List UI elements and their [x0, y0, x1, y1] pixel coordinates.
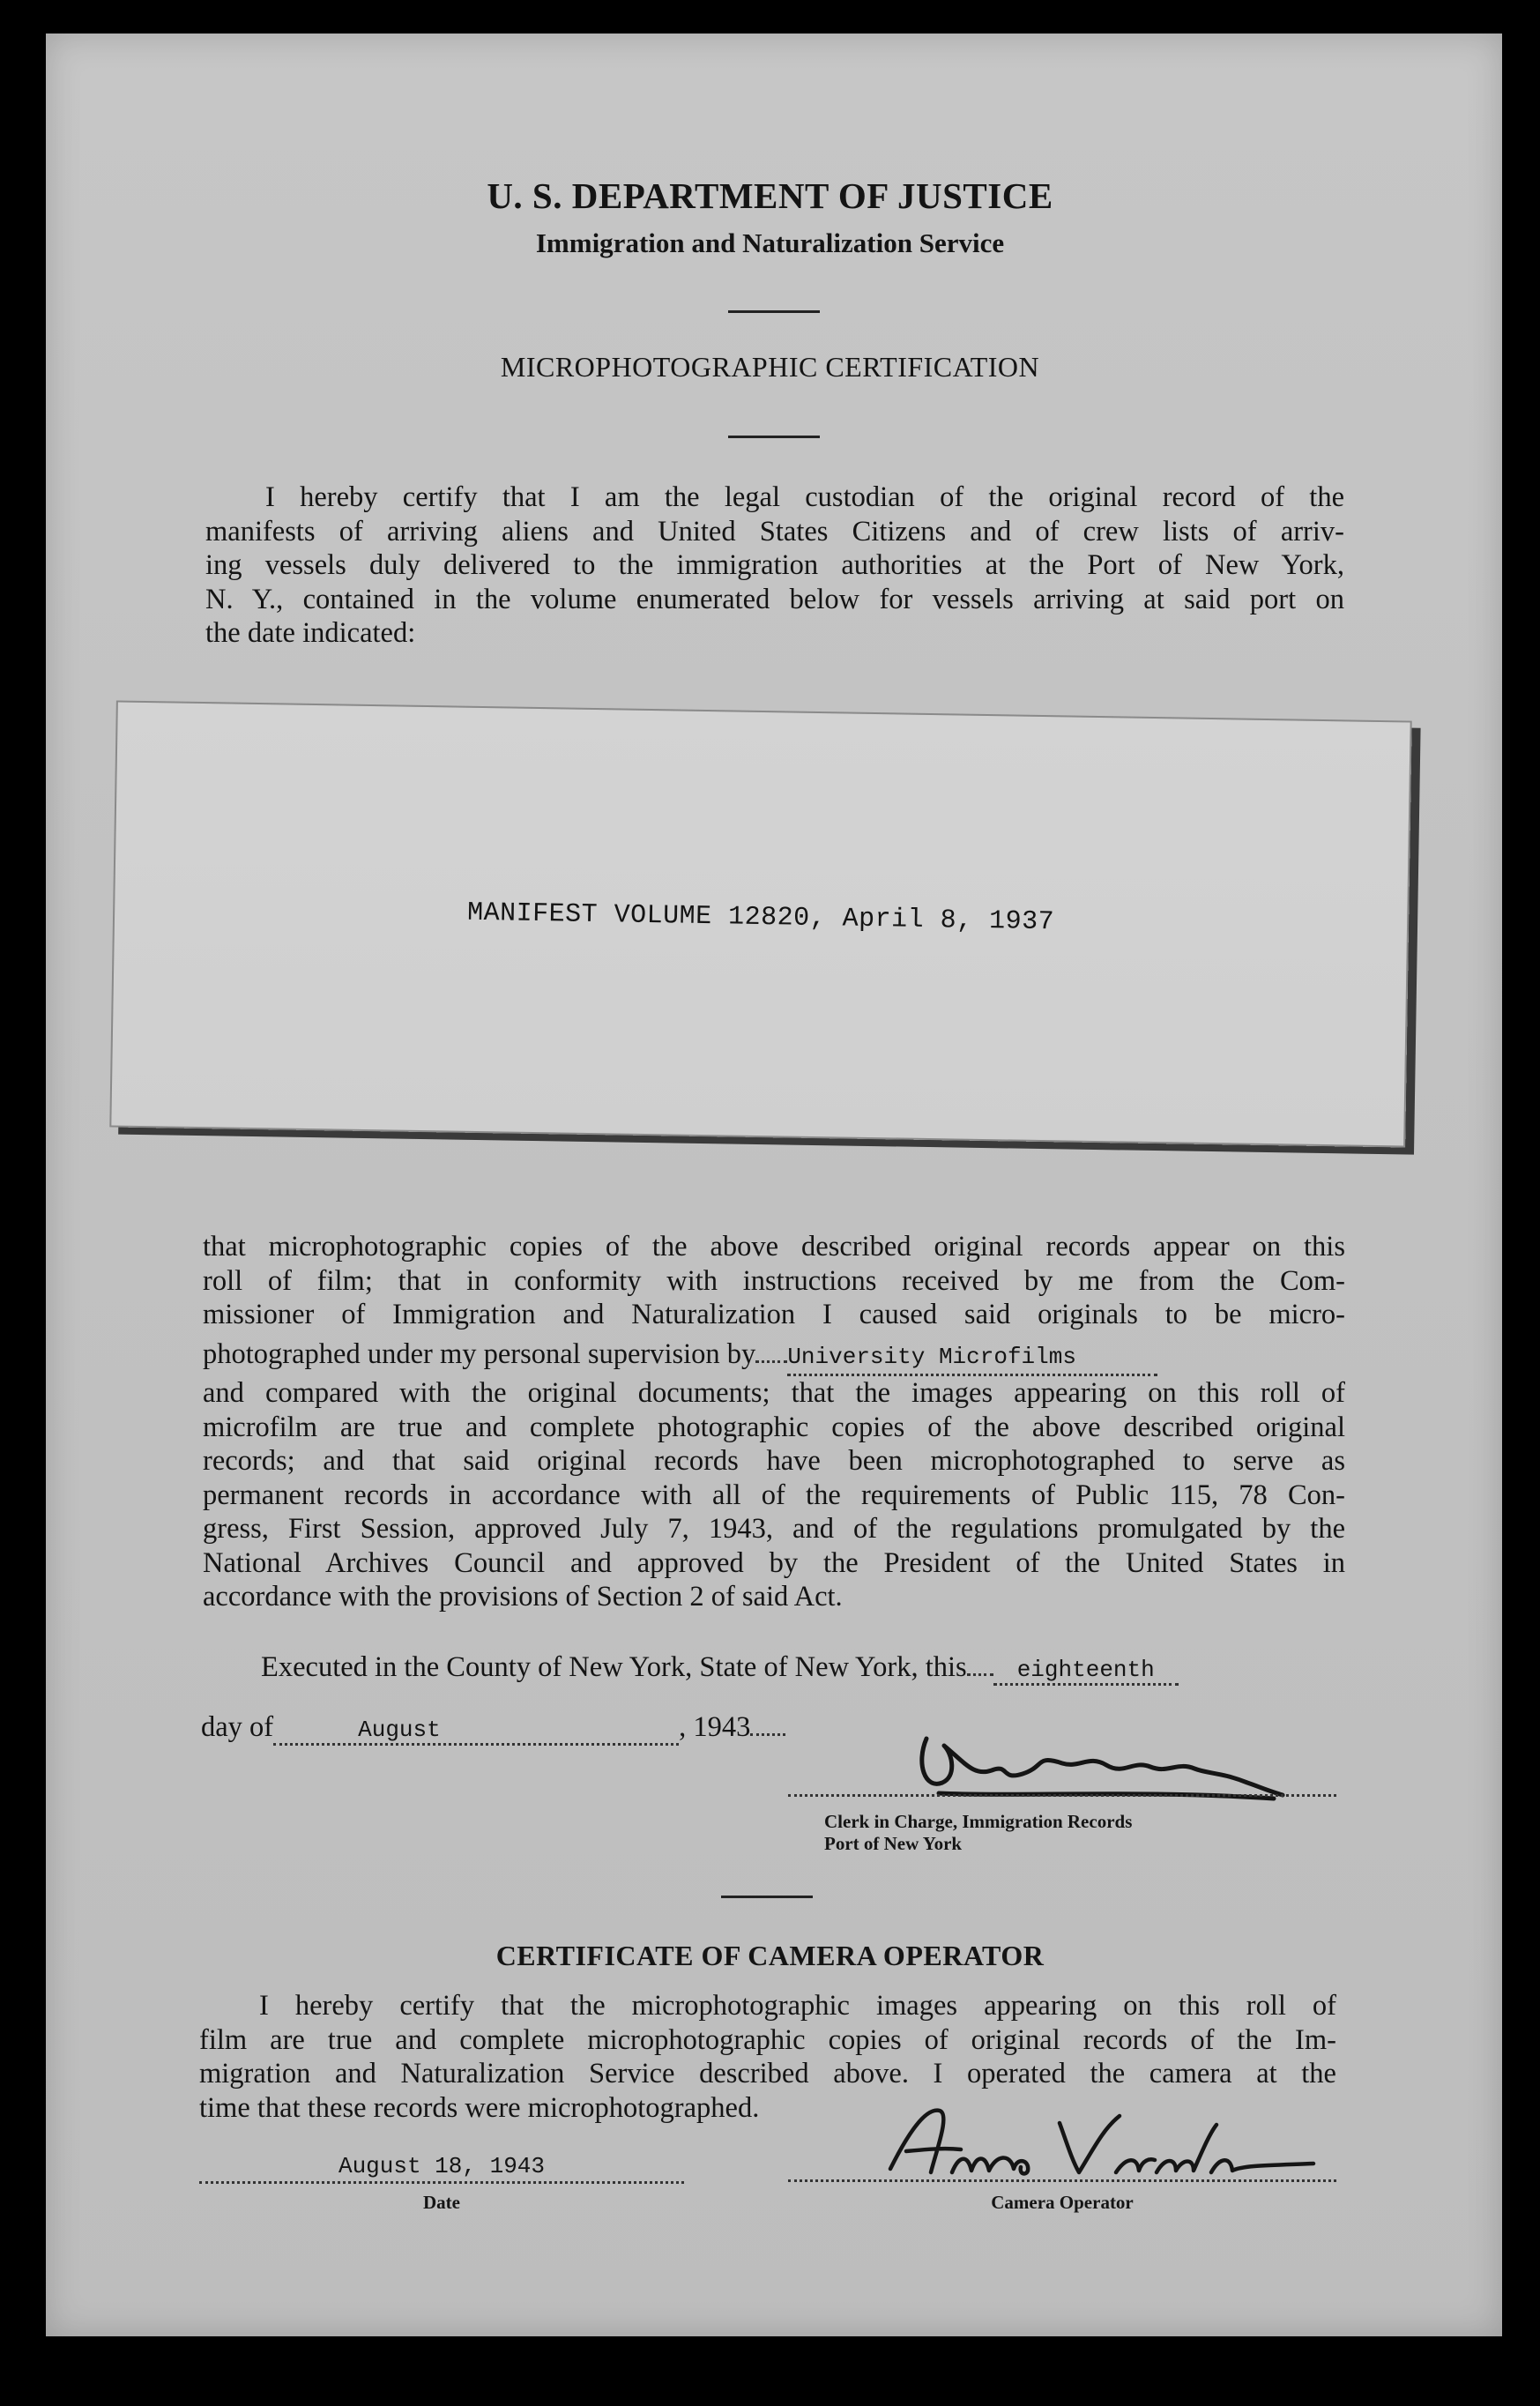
- service-subheading: Immigration and Naturalization Service: [535, 227, 1005, 258]
- camera-line: I hereby certify that the microphotographic images appearing on this roll of: [259, 1990, 1336, 2022]
- day-of-label: day of: [201, 1711, 274, 1743]
- body-line: that microphotographic copies of the above described original records appear on this: [203, 1231, 1345, 1263]
- camera-date-value: August 18, 1943: [199, 2153, 684, 2184]
- supervision-prefix: photographed under my personal supervision by: [203, 1337, 756, 1370]
- body-line: National Archives Council and approved by the President of the United States in: [203, 1546, 1345, 1579]
- month-value: August: [273, 1717, 679, 1746]
- camera-operator-line: [788, 2179, 1336, 2182]
- form-title: MICROPHOTOGRAPHIC CERTIFICATION: [500, 351, 1040, 383]
- camera-line: time that these records were microphotographed.: [199, 2091, 760, 2124]
- title-divider: [728, 436, 820, 438]
- section-divider: [721, 1896, 813, 1898]
- body-line: accordance with the provisions of Section 2 of said Act.: [203, 1581, 843, 1613]
- supervision-line: [203, 1337, 1345, 1377]
- day-value: eighteenth: [993, 1657, 1179, 1686]
- executed-prefix: Executed in the County of New York, State of New York, this: [261, 1651, 967, 1683]
- body-line: missioner of Immigration and Naturalization I caused said originals to be micro-: [203, 1299, 1345, 1330]
- day-of-line: [201, 1710, 785, 1746]
- clerk-title-line1: Clerk in Charge, Immigration Records: [824, 1811, 1133, 1832]
- department-heading: U. S. DEPARTMENT OF JUSTICE: [487, 175, 1053, 216]
- year-prefix: , 194: [679, 1711, 737, 1743]
- intro-line: ing vessels duly delivered to the immigration authorities at the Port of New York,: [205, 549, 1344, 581]
- body-line: roll of film; that in conformity with instructions received by me from the Com-: [203, 1264, 1345, 1297]
- certification-paragraph: [203, 1230, 1345, 1614]
- intro-line: N. Y., contained in the volume enumerated below for vessels arriving at said port on: [205, 583, 1344, 615]
- clerk-title: [824, 1811, 1132, 1855]
- camera-operator-label: Camera Operator: [991, 2192, 1134, 2213]
- body-line: permanent records in accordance with all of the requirements of Public 115, 78 Con-: [203, 1479, 1345, 1511]
- manifest-label: MANIFEST VOLUME 12820, April 8, 1937: [466, 898, 1055, 938]
- camera-date-label: Date: [423, 2192, 460, 2213]
- camera-operator-signature: [855, 2098, 1331, 2186]
- supervisor-value: University Microfilms: [787, 1340, 1157, 1377]
- intro-line: the date indicated:: [205, 617, 416, 649]
- manifest-card: [109, 700, 1411, 1147]
- camera-line: film are true and complete microphotographic copies of original records of the Im-: [199, 2023, 1336, 2056]
- intro-paragraph: [205, 480, 1344, 651]
- body-line: records; and that said original records have been microphotographed to serve as: [203, 1445, 1345, 1477]
- executed-line: [261, 1650, 1345, 1686]
- intro-line: manifests of arriving aliens and United States Citizens and of crew lists of arriv-: [205, 515, 1344, 547]
- camera-section-title: CERTIFICATE OF CAMERA OPERATOR: [495, 1940, 1045, 1971]
- body-line: and compared with the original documents; that the images appearing on this roll of: [203, 1377, 1345, 1409]
- intro-line: I hereby certify that I am the legal custodian of the original record of the: [265, 481, 1344, 513]
- clerk-title-line2: Port of New York: [824, 1833, 963, 1854]
- camera-line: migration and Naturalization Service described above. I operated the camera at the: [199, 2058, 1336, 2089]
- year-digit: 3: [736, 1711, 751, 1743]
- body-line: microfilm are true and complete photographic copies of the above described original: [203, 1411, 1345, 1443]
- clerk-signature-line: [788, 1794, 1336, 1797]
- body-line: gress, First Session, approved July 7, 1943, and of the regulations promulgated by the: [203, 1513, 1345, 1545]
- header-divider: [728, 310, 820, 313]
